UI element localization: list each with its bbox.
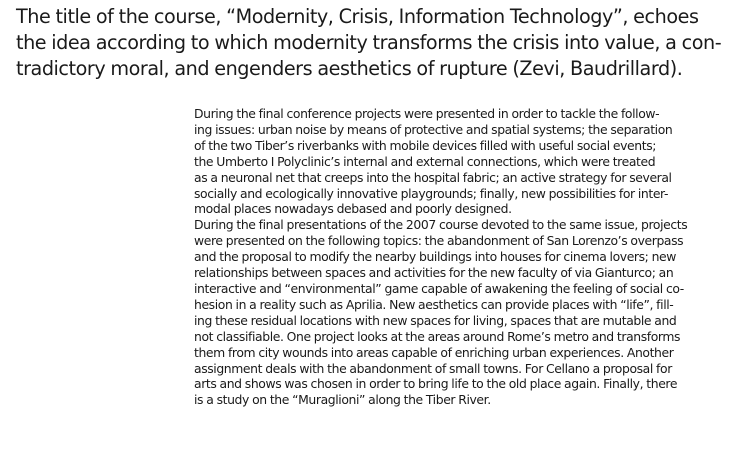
intro-line: the idea according to which modernity transforms the crisis into value, a con- <box>16 31 722 54</box>
intro-line: The title of the course, “Modernity, Crisis, Information Technology”, echoes <box>16 5 699 28</box>
text-line: arts and shows was chosen in order to bring life to the old place again. Finally, there <box>194 376 678 392</box>
text-line: as a neuronal net that creeps into the hospital fabric; an active strategy for several <box>194 169 672 185</box>
text-line: During the final conference projects were presented in order to tackle the follow- <box>194 106 660 121</box>
intro-line: tradictory moral, and engenders aesthetics of rupture (Zevi, Baudrillard). <box>16 57 683 80</box>
text-line: modal places nowadays debased and poorly designed. <box>194 201 512 217</box>
text-line: During the final presentations of the 2007 course devoted to the same issue, projects <box>194 217 688 233</box>
text-line: were presented on the following topics: the abandonment of San Lorenzo’s overpass <box>194 233 684 249</box>
text-line: the Umberto I Polyclinic’s internal and external connections, which were treated <box>194 153 656 169</box>
text-line: is a study on the “Muraglioni” along the Tiber River. <box>194 392 491 408</box>
text-line: ing issues: urban noise by means of protective and spatial systems; the separation <box>194 121 673 137</box>
text-line: assignment deals with the abandonment of small towns. For Cellano a proposal for <box>194 360 672 376</box>
text-line: interactive and “environmental” game capable of awakening the feeling of social co- <box>194 280 684 296</box>
paragraph-2007-course <box>194 217 734 408</box>
text-line: hesion in a reality such as Aprilia. New aesthetics can provide places with “life”, fill- <box>194 296 674 312</box>
intro-paragraph <box>16 4 728 82</box>
text-line: and the proposal to modify the nearby buildings into houses for cinema lovers; new <box>194 249 677 265</box>
text-line: socially and ecologically innovative playgrounds; finally, new possibilities for inter- <box>194 185 669 201</box>
text-line: not classifiable. One project looks at the areas around Rome’s metro and transforms <box>194 328 681 344</box>
body-text <box>194 106 734 408</box>
text-line: them from city wounds into areas capable of enriching urban experiences. Another <box>194 344 674 360</box>
text-line: of the two Tiber’s riverbanks with mobile devices filled with useful social events; <box>194 137 657 153</box>
text-line: relationships between spaces and activities for the new faculty of via Gianturco; an <box>194 265 674 281</box>
paragraph-conference-projects <box>194 106 734 217</box>
text-line: ing these residual locations with new spaces for living, spaces that are mutable and <box>194 312 677 328</box>
